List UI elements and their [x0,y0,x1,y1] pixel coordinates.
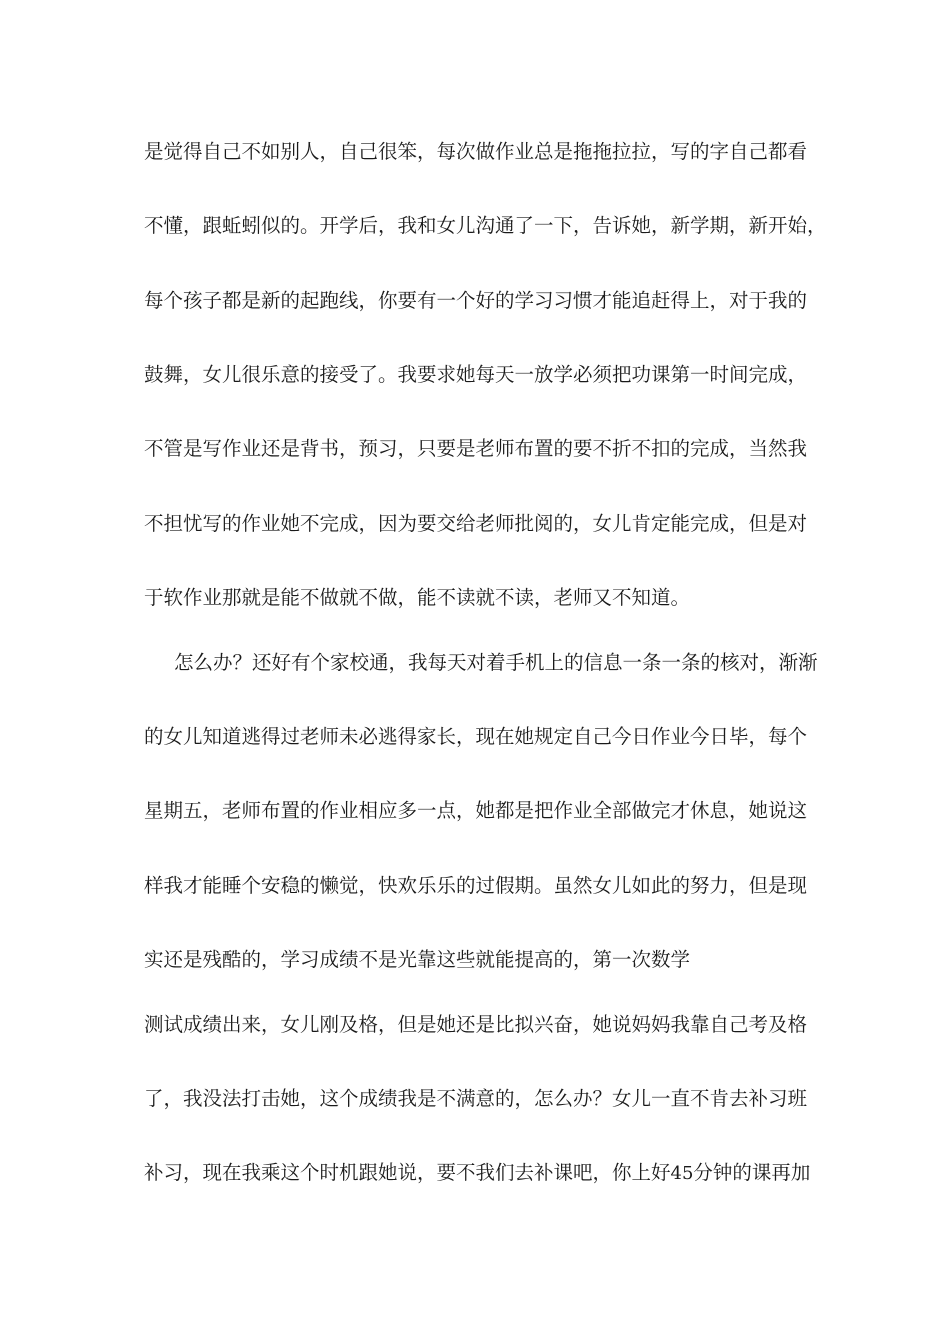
paragraph-start-line: 怎么办？还好有个家校通，我每天对着手机上的信息一条一条的核对，渐渐 [174,651,818,674]
text-line-12: 实还是残酷的，学习成绩不是光靠这些就能提高的，第一次数学 [144,948,691,971]
text-line-1: 是觉得自己不如别人，自己很笨，每次做作业总是拖拖拉拉，写的字自己都看 [144,140,808,163]
text-line-14: 了，我没法打击她，这个成绩我是不满意的，怎么办？女儿一直不肯去补习班 [144,1087,808,1110]
minutes-number: 45 [670,1163,694,1184]
text-line-11: 样我才能睡个安稳的懒觉，快欢乐乐的过假期。虽然女儿如此的努力，但是现 [144,874,808,897]
text-line-6: 不担忧写的作业她不完成，因为要交给老师批阅的，女儿肯定能完成，但是对 [144,512,808,535]
text-line-10: 星期五，老师布置的作业相应多一点，她都是把作业全部做完才休息，她说这 [144,799,808,822]
text-line-15-tail: 分钟的课再加 [693,1161,811,1184]
text-line-13: 测试成绩出来，女儿刚及格，但是她还是比拟兴奋，她说妈妈我靠自己考及格 [144,1013,808,1036]
text-line-2: 不懂，跟蚯蚓似的。开学后，我和女儿沟通了一下，告诉她，新学期，新开始， [144,214,827,237]
text-line-9: 的女儿知道逃得过老师未必逃得家长，现在她规定自己今日作业今日毕，每个 [144,725,808,748]
text-line-15-head: 补习，现在我乘这个时机跟她说，要不我们去补课吧，你上好 [144,1161,671,1184]
text-line-7: 于软作业那就是能不做就不做，能不读就不读，老师又不知道。 [144,586,691,609]
text-line-3: 每个孩子都是新的起跑线，你要有一个好的学习习惯才能追赶得上，对于我的 [144,289,808,312]
text-line-4: 鼓舞，女儿很乐意的接受了。我要求她每天一放学必须把功课第一时间完成， [144,363,808,386]
text-line-15 [144,1160,814,1187]
text-line-5: 不管是写作业还是背书，预习，只要是老师布置的要不折不扣的完成，当然我 [144,437,808,460]
